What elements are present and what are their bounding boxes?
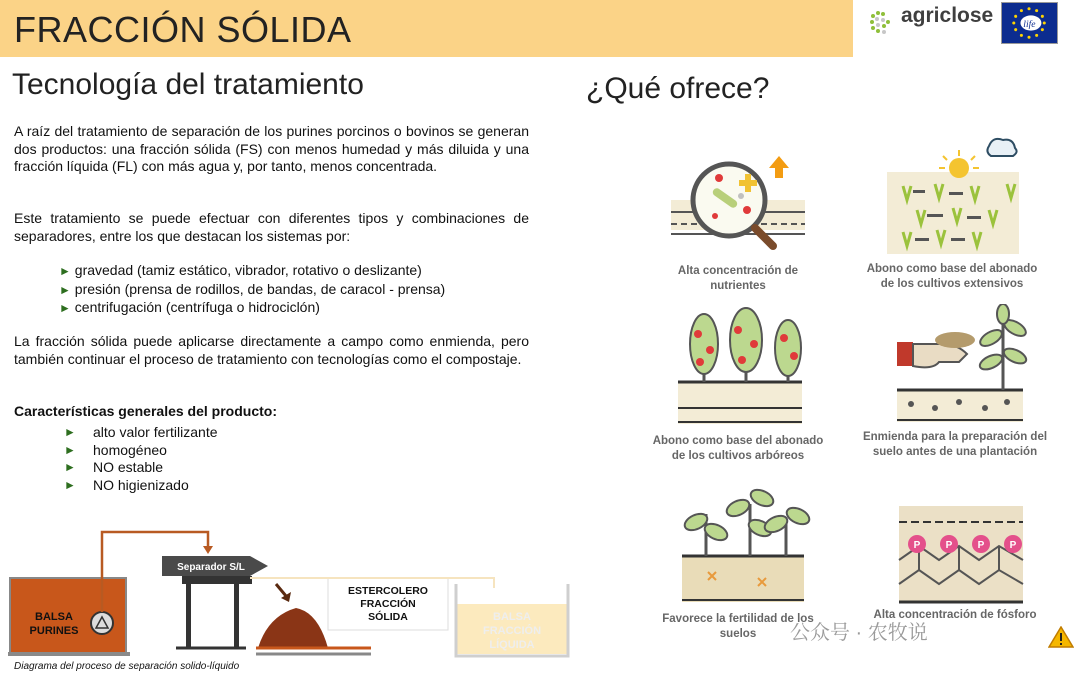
svg-text:P: P	[1009, 540, 1017, 551]
plants-soil-icon	[658, 484, 818, 608]
list-item: ► centrifugación (centrífuga o hidrociclón)	[59, 299, 320, 316]
paragraph-systems: Este tratamiento se puede efectuar con diferentes tipos y combinaciones de separadores, entre los que destacan los sistemas por:	[14, 210, 529, 244]
manure-pile	[258, 608, 328, 648]
benefit-label: Alta concentración de fósforo	[873, 609, 1037, 621]
balsa-liquida-label-2: FRACCIÓN	[482, 625, 542, 637]
systems-list	[59, 262, 445, 318]
section-heading-technology: Tecnología del tratamiento	[12, 68, 364, 101]
arrow-bullet-icon: ►	[59, 301, 71, 316]
fruit-trees-icon	[658, 304, 818, 430]
benefit-card-soil-amendment	[855, 304, 1055, 459]
benefit-label: Alta concentración de nutrientes	[677, 265, 799, 292]
list-item: ► gravedad (tamiz estático, vibrador, rotativo o deslizante)	[59, 262, 422, 278]
balsa-liquida-label-3: LÍQUIDA	[489, 639, 535, 651]
benefit-label: Abono como base del abonado de los cultivos extensivos	[866, 263, 1038, 290]
arrow-bullet-icon: ►	[64, 460, 76, 475]
balsa-purines-label-1: BALSA	[35, 611, 73, 623]
svg-text:P: P	[913, 540, 921, 551]
separation-process-diagram	[6, 520, 572, 660]
separator-label: Separador S/L	[177, 562, 245, 573]
benefit-label: Enmienda para la preparación del suelo antes de una plantación	[862, 431, 1048, 458]
list-item: ► presión (prensa de rodillos, de bandas, de caracol - prensa)	[59, 280, 446, 297]
benefit-card-tree-crops	[638, 304, 838, 463]
arrow-bullet-icon: ►	[64, 442, 76, 457]
phosphorus-soil-icon	[875, 484, 1035, 608]
arrow-bullet-icon: ►	[59, 282, 71, 297]
characteristics-list	[64, 424, 218, 494]
field-crops-icon	[867, 126, 1037, 260]
benefit-card-phosphorus	[855, 484, 1055, 623]
benefit-card-nutrients	[638, 150, 838, 293]
logo-area	[853, 0, 1080, 57]
svg-text:P: P	[977, 540, 985, 551]
list-item: ► NO estable	[64, 459, 164, 476]
svg-text:P: P	[945, 540, 953, 551]
balsa-purines-label-2: PURINES	[29, 625, 79, 637]
eu-life-logo-icon	[1001, 2, 1058, 44]
balsa-liquida-label-1: BALSA	[493, 611, 531, 623]
page-title: FRACCIÓN SÓLIDA	[14, 9, 352, 50]
paragraph-application: La fracción sólida puede aplicarse directamente a campo como enmienda, pero también continuar el proceso de tratamiento con tecnologías como el compostaje.	[14, 333, 529, 367]
arrow-bullet-icon: ►	[64, 425, 76, 439]
agriclose-brand: agriclose	[901, 4, 994, 27]
arrow-bullet-icon: ►	[59, 264, 71, 278]
estercolero-label-1: ESTERCOLERO	[348, 585, 428, 597]
estercolero-label-3: SÓLIDA	[368, 611, 408, 623]
list-item: ► alto valor fertilizante	[64, 424, 218, 440]
section-heading-offers: ¿Qué ofrece?	[586, 72, 770, 105]
watermark-text: 公众号 · 农牧说	[790, 622, 928, 644]
eu-life-text: life	[1023, 19, 1036, 30]
characteristics-title: Características generales del producto:	[14, 403, 277, 419]
list-item: ► homogéneo	[64, 441, 167, 458]
hand-seedling-icon	[875, 304, 1035, 426]
diagram-caption: Diagrama del proceso de separación solido-líquido	[14, 661, 240, 672]
benefit-card-extensive-crops	[852, 126, 1052, 291]
benefit-label: Favorece la fertilidad de los suelos	[662, 613, 814, 640]
title-bar	[0, 0, 853, 57]
list-item: ► NO higienizado	[64, 476, 189, 493]
magnifier-soil-icon	[663, 150, 813, 260]
estercolero-label-2: FRACCIÓN	[360, 598, 416, 610]
benefit-label: Abono como base del abonado de los cultivos arbóreos	[652, 435, 824, 462]
pump-icon	[91, 612, 113, 634]
warning-icon	[1048, 626, 1074, 648]
arrow-bullet-icon: ►	[64, 477, 76, 492]
paragraph-intro: A raíz del tratamiento de separación de los purines porcinos o bovinos se generan dos productos: una fracción sólida (FS) con menos humedad y más diluida y una fracción líquida (FL) con más agua y, por tanto, menos concentrada.	[14, 123, 529, 174]
